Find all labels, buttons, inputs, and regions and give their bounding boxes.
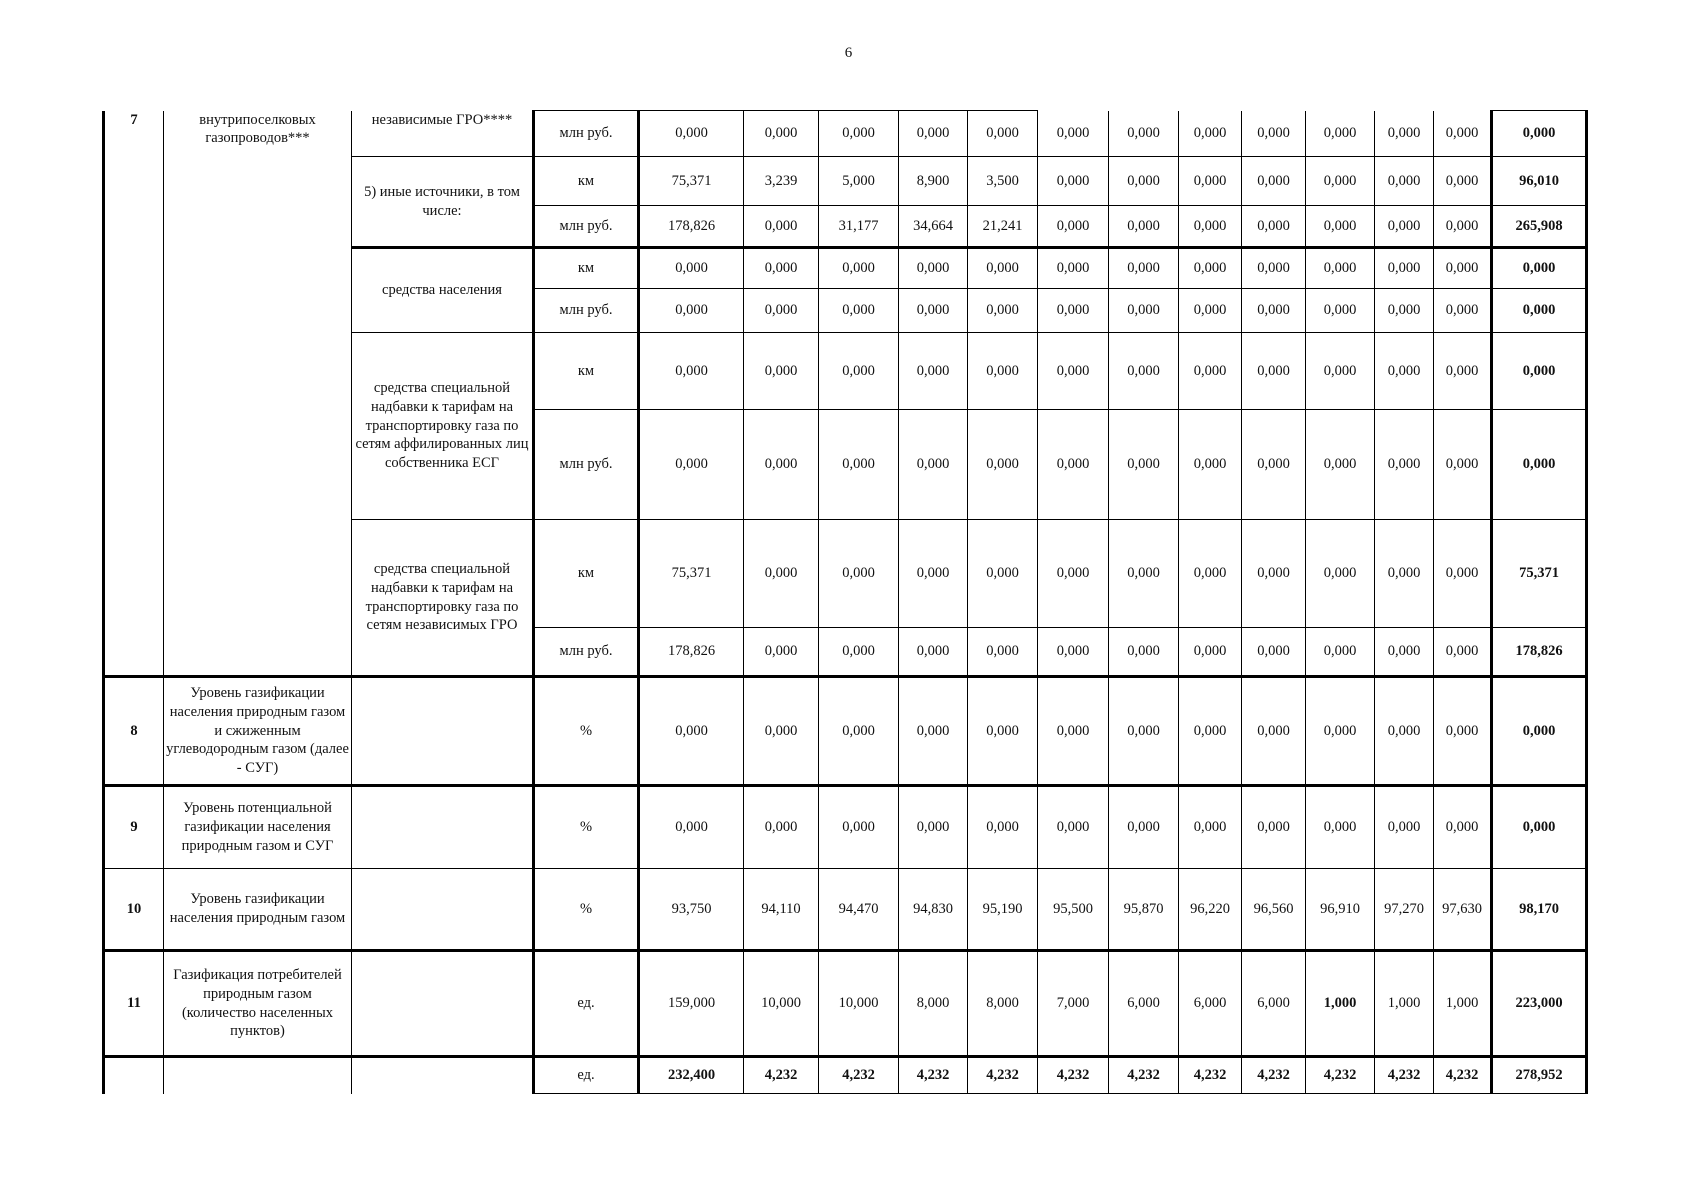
table-row [104, 786, 1587, 869]
value-cell: 0,000 [1306, 628, 1375, 677]
value-cell: 0,000 [744, 333, 819, 410]
value-cell: 0,000 [1038, 786, 1109, 869]
value-cell: 0,000 [1434, 628, 1492, 677]
total-cell: 0,000 [1492, 333, 1587, 410]
value-cell: 0,000 [1306, 248, 1375, 289]
row-number: 7 [104, 111, 164, 677]
value-cell: 8,900 [899, 157, 968, 206]
value-cell: 0,000 [1109, 677, 1179, 786]
value-cell: 0,000 [639, 248, 744, 289]
value-cell: 0,000 [899, 520, 968, 628]
value-cell: 0,000 [819, 677, 899, 786]
row-name: Уровень потенциальной газификации населения природным газом и СУГ [164, 786, 352, 869]
value-cell: 0,000 [1306, 786, 1375, 869]
value-cell: 0,000 [1434, 786, 1492, 869]
value-cell: 178,826 [639, 206, 744, 248]
value-cell: 5,000 [819, 157, 899, 206]
value-cell: 3,500 [968, 157, 1038, 206]
value-cell: 6,000 [1179, 951, 1242, 1057]
value-cell: 0,000 [1038, 206, 1109, 248]
value-cell: 10,000 [819, 951, 899, 1057]
value-cell: 0,000 [639, 410, 744, 520]
value-cell: 0,000 [968, 628, 1038, 677]
value-cell: 0,000 [819, 289, 899, 333]
value-cell: 0,000 [1434, 677, 1492, 786]
value-cell: 0,000 [1242, 248, 1306, 289]
value-cell: 0,000 [1375, 111, 1434, 157]
value-cell: 0,000 [1434, 333, 1492, 410]
total-cell: 96,010 [1492, 157, 1587, 206]
value-cell: 0,000 [1306, 677, 1375, 786]
value-cell: 0,000 [899, 410, 968, 520]
value-cell: 0,000 [1375, 410, 1434, 520]
value-cell: 0,000 [1179, 248, 1242, 289]
value-cell: 4,232 [1434, 1057, 1492, 1094]
value-cell: 159,000 [639, 951, 744, 1057]
value-cell: 0,000 [899, 786, 968, 869]
unit-cell: млн руб. [534, 289, 639, 333]
value-cell: 1,000 [1306, 951, 1375, 1057]
value-cell: 0,000 [1375, 248, 1434, 289]
row-number [104, 1057, 164, 1094]
total-cell: 0,000 [1492, 677, 1587, 786]
value-cell: 0,000 [1179, 628, 1242, 677]
value-cell: 93,750 [639, 869, 744, 951]
value-cell: 0,000 [1375, 157, 1434, 206]
unit-cell: км [534, 333, 639, 410]
value-cell: 0,000 [1434, 157, 1492, 206]
value-cell: 0,000 [1109, 786, 1179, 869]
value-cell: 0,000 [968, 248, 1038, 289]
value-cell: 0,000 [968, 677, 1038, 786]
value-cell: 0,000 [1242, 289, 1306, 333]
value-cell: 0,000 [819, 786, 899, 869]
row-number: 11 [104, 951, 164, 1057]
value-cell: 0,000 [744, 786, 819, 869]
unit-cell: % [534, 869, 639, 951]
unit-cell: км [534, 248, 639, 289]
value-cell: 95,500 [1038, 869, 1109, 951]
source-label: средства населения [352, 248, 534, 333]
value-cell: 0,000 [968, 410, 1038, 520]
value-cell: 0,000 [744, 289, 819, 333]
value-cell: 94,470 [819, 869, 899, 951]
value-cell: 0,000 [1179, 289, 1242, 333]
unit-cell: млн руб. [534, 206, 639, 248]
value-cell: 0,000 [819, 111, 899, 157]
total-cell: 265,908 [1492, 206, 1587, 248]
value-cell: 0,000 [1109, 206, 1179, 248]
value-cell: 0,000 [1242, 206, 1306, 248]
value-cell: 7,000 [1038, 951, 1109, 1057]
row-name: Уровень газификации населения природным газом и сжиженным углеводородным газом (далее - СУГ) [164, 677, 352, 786]
unit-cell: км [534, 520, 639, 628]
value-cell: 96,560 [1242, 869, 1306, 951]
value-cell: 0,000 [1109, 520, 1179, 628]
value-cell: 4,232 [1375, 1057, 1434, 1094]
value-cell: 0,000 [1038, 111, 1109, 157]
table-row [104, 951, 1587, 1057]
value-cell: 4,232 [1179, 1057, 1242, 1094]
total-cell: 0,000 [1492, 289, 1587, 333]
value-cell: 232,400 [639, 1057, 744, 1094]
value-cell: 0,000 [1109, 333, 1179, 410]
value-cell: 0,000 [1179, 520, 1242, 628]
value-cell: 8,000 [899, 951, 968, 1057]
value-cell: 0,000 [1242, 157, 1306, 206]
row-number: 10 [104, 869, 164, 951]
value-cell: 0,000 [1434, 248, 1492, 289]
value-cell: 1,000 [1434, 951, 1492, 1057]
value-cell: 0,000 [1306, 333, 1375, 410]
value-cell: 4,232 [968, 1057, 1038, 1094]
total-cell: 0,000 [1492, 410, 1587, 520]
unit-cell: ед. [534, 1057, 639, 1094]
value-cell: 0,000 [819, 628, 899, 677]
value-cell: 31,177 [819, 206, 899, 248]
value-cell: 0,000 [1242, 628, 1306, 677]
value-cell: 0,000 [1179, 410, 1242, 520]
value-cell: 0,000 [1375, 289, 1434, 333]
source-label [352, 677, 534, 786]
unit-cell: млн руб. [534, 111, 639, 157]
value-cell: 0,000 [1179, 111, 1242, 157]
value-cell: 95,870 [1109, 869, 1179, 951]
value-cell: 0,000 [968, 520, 1038, 628]
row-number: 8 [104, 677, 164, 786]
source-label: средства специальной надбавки к тарифам на транспортировку газа по сетям аффилированных лиц собственника ЕСГ [352, 333, 534, 520]
value-cell: 0,000 [1109, 248, 1179, 289]
total-cell: 98,170 [1492, 869, 1587, 951]
value-cell: 0,000 [968, 111, 1038, 157]
source-label [352, 1057, 534, 1094]
value-cell: 0,000 [1306, 206, 1375, 248]
value-cell: 95,190 [968, 869, 1038, 951]
value-cell: 0,000 [1038, 248, 1109, 289]
value-cell: 0,000 [1109, 157, 1179, 206]
value-cell: 0,000 [1038, 628, 1109, 677]
value-cell: 3,239 [744, 157, 819, 206]
value-cell: 0,000 [744, 677, 819, 786]
value-cell: 0,000 [744, 628, 819, 677]
value-cell: 34,664 [899, 206, 968, 248]
source-label [352, 786, 534, 869]
value-cell: 0,000 [1375, 520, 1434, 628]
value-cell: 0,000 [899, 111, 968, 157]
value-cell: 0,000 [968, 289, 1038, 333]
value-cell: 0,000 [744, 410, 819, 520]
row-number: 9 [104, 786, 164, 869]
value-cell: 0,000 [744, 111, 819, 157]
value-cell: 0,000 [1179, 333, 1242, 410]
value-cell: 0,000 [1375, 333, 1434, 410]
value-cell: 0,000 [968, 333, 1038, 410]
value-cell: 0,000 [1038, 289, 1109, 333]
value-cell: 94,110 [744, 869, 819, 951]
unit-cell: км [534, 157, 639, 206]
value-cell: 21,241 [968, 206, 1038, 248]
value-cell: 0,000 [1242, 520, 1306, 628]
value-cell: 0,000 [1038, 520, 1109, 628]
value-cell: 0,000 [1375, 206, 1434, 248]
value-cell: 0,000 [1375, 628, 1434, 677]
row-name: Газификация потребителей природным газом (количество населенных пунктов) [164, 951, 352, 1057]
unit-cell: млн руб. [534, 410, 639, 520]
value-cell: 6,000 [1109, 951, 1179, 1057]
value-cell: 0,000 [819, 520, 899, 628]
row-name-text: внутрипоселковых газопроводов*** [199, 111, 316, 147]
page-number: 6 [844, 45, 853, 61]
value-cell: 178,826 [639, 628, 744, 677]
value-cell: 97,270 [1375, 869, 1434, 951]
value-cell: 0,000 [639, 786, 744, 869]
value-cell: 0,000 [1434, 410, 1492, 520]
value-cell: 0,000 [639, 333, 744, 410]
value-cell: 6,000 [1242, 951, 1306, 1057]
value-cell: 0,000 [819, 248, 899, 289]
total-cell: 178,826 [1492, 628, 1587, 677]
table-row [104, 677, 1587, 786]
value-cell: 0,000 [639, 111, 744, 157]
total-cell: 0,000 [1492, 786, 1587, 869]
value-cell: 0,000 [1109, 410, 1179, 520]
value-cell: 75,371 [639, 157, 744, 206]
total-cell: 0,000 [1492, 248, 1587, 289]
value-cell: 0,000 [639, 289, 744, 333]
source-label: средства специальной надбавки к тарифам на транспортировку газа по сетям независимых ГРО [352, 520, 534, 677]
unit-cell: ед. [534, 951, 639, 1057]
value-cell: 0,000 [1179, 206, 1242, 248]
value-cell: 0,000 [1306, 289, 1375, 333]
value-cell: 0,000 [1179, 786, 1242, 869]
value-cell: 94,830 [899, 869, 968, 951]
row-name [164, 1057, 352, 1094]
total-cell: 223,000 [1492, 951, 1587, 1057]
value-cell: 0,000 [1242, 111, 1306, 157]
value-cell: 0,000 [1179, 677, 1242, 786]
source-label [352, 951, 534, 1057]
value-cell: 0,000 [1434, 289, 1492, 333]
value-cell: 75,371 [639, 520, 744, 628]
value-cell: 4,232 [1038, 1057, 1109, 1094]
value-cell: 0,000 [819, 410, 899, 520]
value-cell: 0,000 [1038, 677, 1109, 786]
source-label: независимые ГРО**** [352, 111, 534, 157]
value-cell: 0,000 [1038, 333, 1109, 410]
value-cell: 0,000 [899, 289, 968, 333]
value-cell: 0,000 [1434, 520, 1492, 628]
value-cell: 0,000 [1109, 628, 1179, 677]
value-cell: 0,000 [899, 333, 968, 410]
value-cell: 0,000 [1306, 520, 1375, 628]
value-cell: 0,000 [968, 786, 1038, 869]
total-cell: 0,000 [1492, 111, 1587, 157]
value-cell: 0,000 [819, 333, 899, 410]
row-name: Уровень газификации населения природным газом [164, 869, 352, 951]
value-cell: 0,000 [1306, 157, 1375, 206]
value-cell: 0,000 [899, 248, 968, 289]
value-cell: 0,000 [1109, 289, 1179, 333]
value-cell: 10,000 [744, 951, 819, 1057]
value-cell: 0,000 [1434, 206, 1492, 248]
value-cell: 0,000 [899, 628, 968, 677]
value-cell: 4,232 [899, 1057, 968, 1094]
source-label: 5) иные источники, в том числе: [352, 157, 534, 248]
value-cell: 0,000 [1306, 410, 1375, 520]
value-cell: 4,232 [1109, 1057, 1179, 1094]
table-row [104, 869, 1587, 951]
value-cell: 0,000 [1038, 410, 1109, 520]
unit-cell: млн руб. [534, 628, 639, 677]
total-cell: 75,371 [1492, 520, 1587, 628]
value-cell: 4,232 [819, 1057, 899, 1094]
total-cell: 278,952 [1492, 1057, 1587, 1094]
gasification-table [102, 110, 1588, 1094]
value-cell: 96,220 [1179, 869, 1242, 951]
value-cell: 4,232 [744, 1057, 819, 1094]
row-name [164, 111, 352, 677]
value-cell: 1,000 [1375, 951, 1434, 1057]
value-cell: 4,232 [1306, 1057, 1375, 1094]
value-cell: 0,000 [1242, 333, 1306, 410]
value-cell: 0,000 [1242, 786, 1306, 869]
value-cell: 0,000 [1242, 410, 1306, 520]
value-cell: 0,000 [744, 248, 819, 289]
value-cell: 0,000 [899, 677, 968, 786]
value-cell: 0,000 [1242, 677, 1306, 786]
value-cell: 0,000 [1434, 111, 1492, 157]
value-cell: 0,000 [1375, 786, 1434, 869]
value-cell: 4,232 [1242, 1057, 1306, 1094]
value-cell: 0,000 [1179, 157, 1242, 206]
value-cell: 0,000 [639, 677, 744, 786]
value-cell: 96,910 [1306, 869, 1375, 951]
table-row [104, 111, 1587, 157]
table-row [104, 1057, 1587, 1094]
source-label [352, 869, 534, 951]
value-cell: 0,000 [1038, 157, 1109, 206]
value-cell: 8,000 [968, 951, 1038, 1057]
value-cell: 97,630 [1434, 869, 1492, 951]
unit-cell: % [534, 786, 639, 869]
value-cell: 0,000 [1375, 677, 1434, 786]
value-cell: 0,000 [744, 520, 819, 628]
value-cell: 0,000 [1306, 111, 1375, 157]
value-cell: 0,000 [1109, 111, 1179, 157]
unit-cell: % [534, 677, 639, 786]
value-cell: 0,000 [744, 206, 819, 248]
